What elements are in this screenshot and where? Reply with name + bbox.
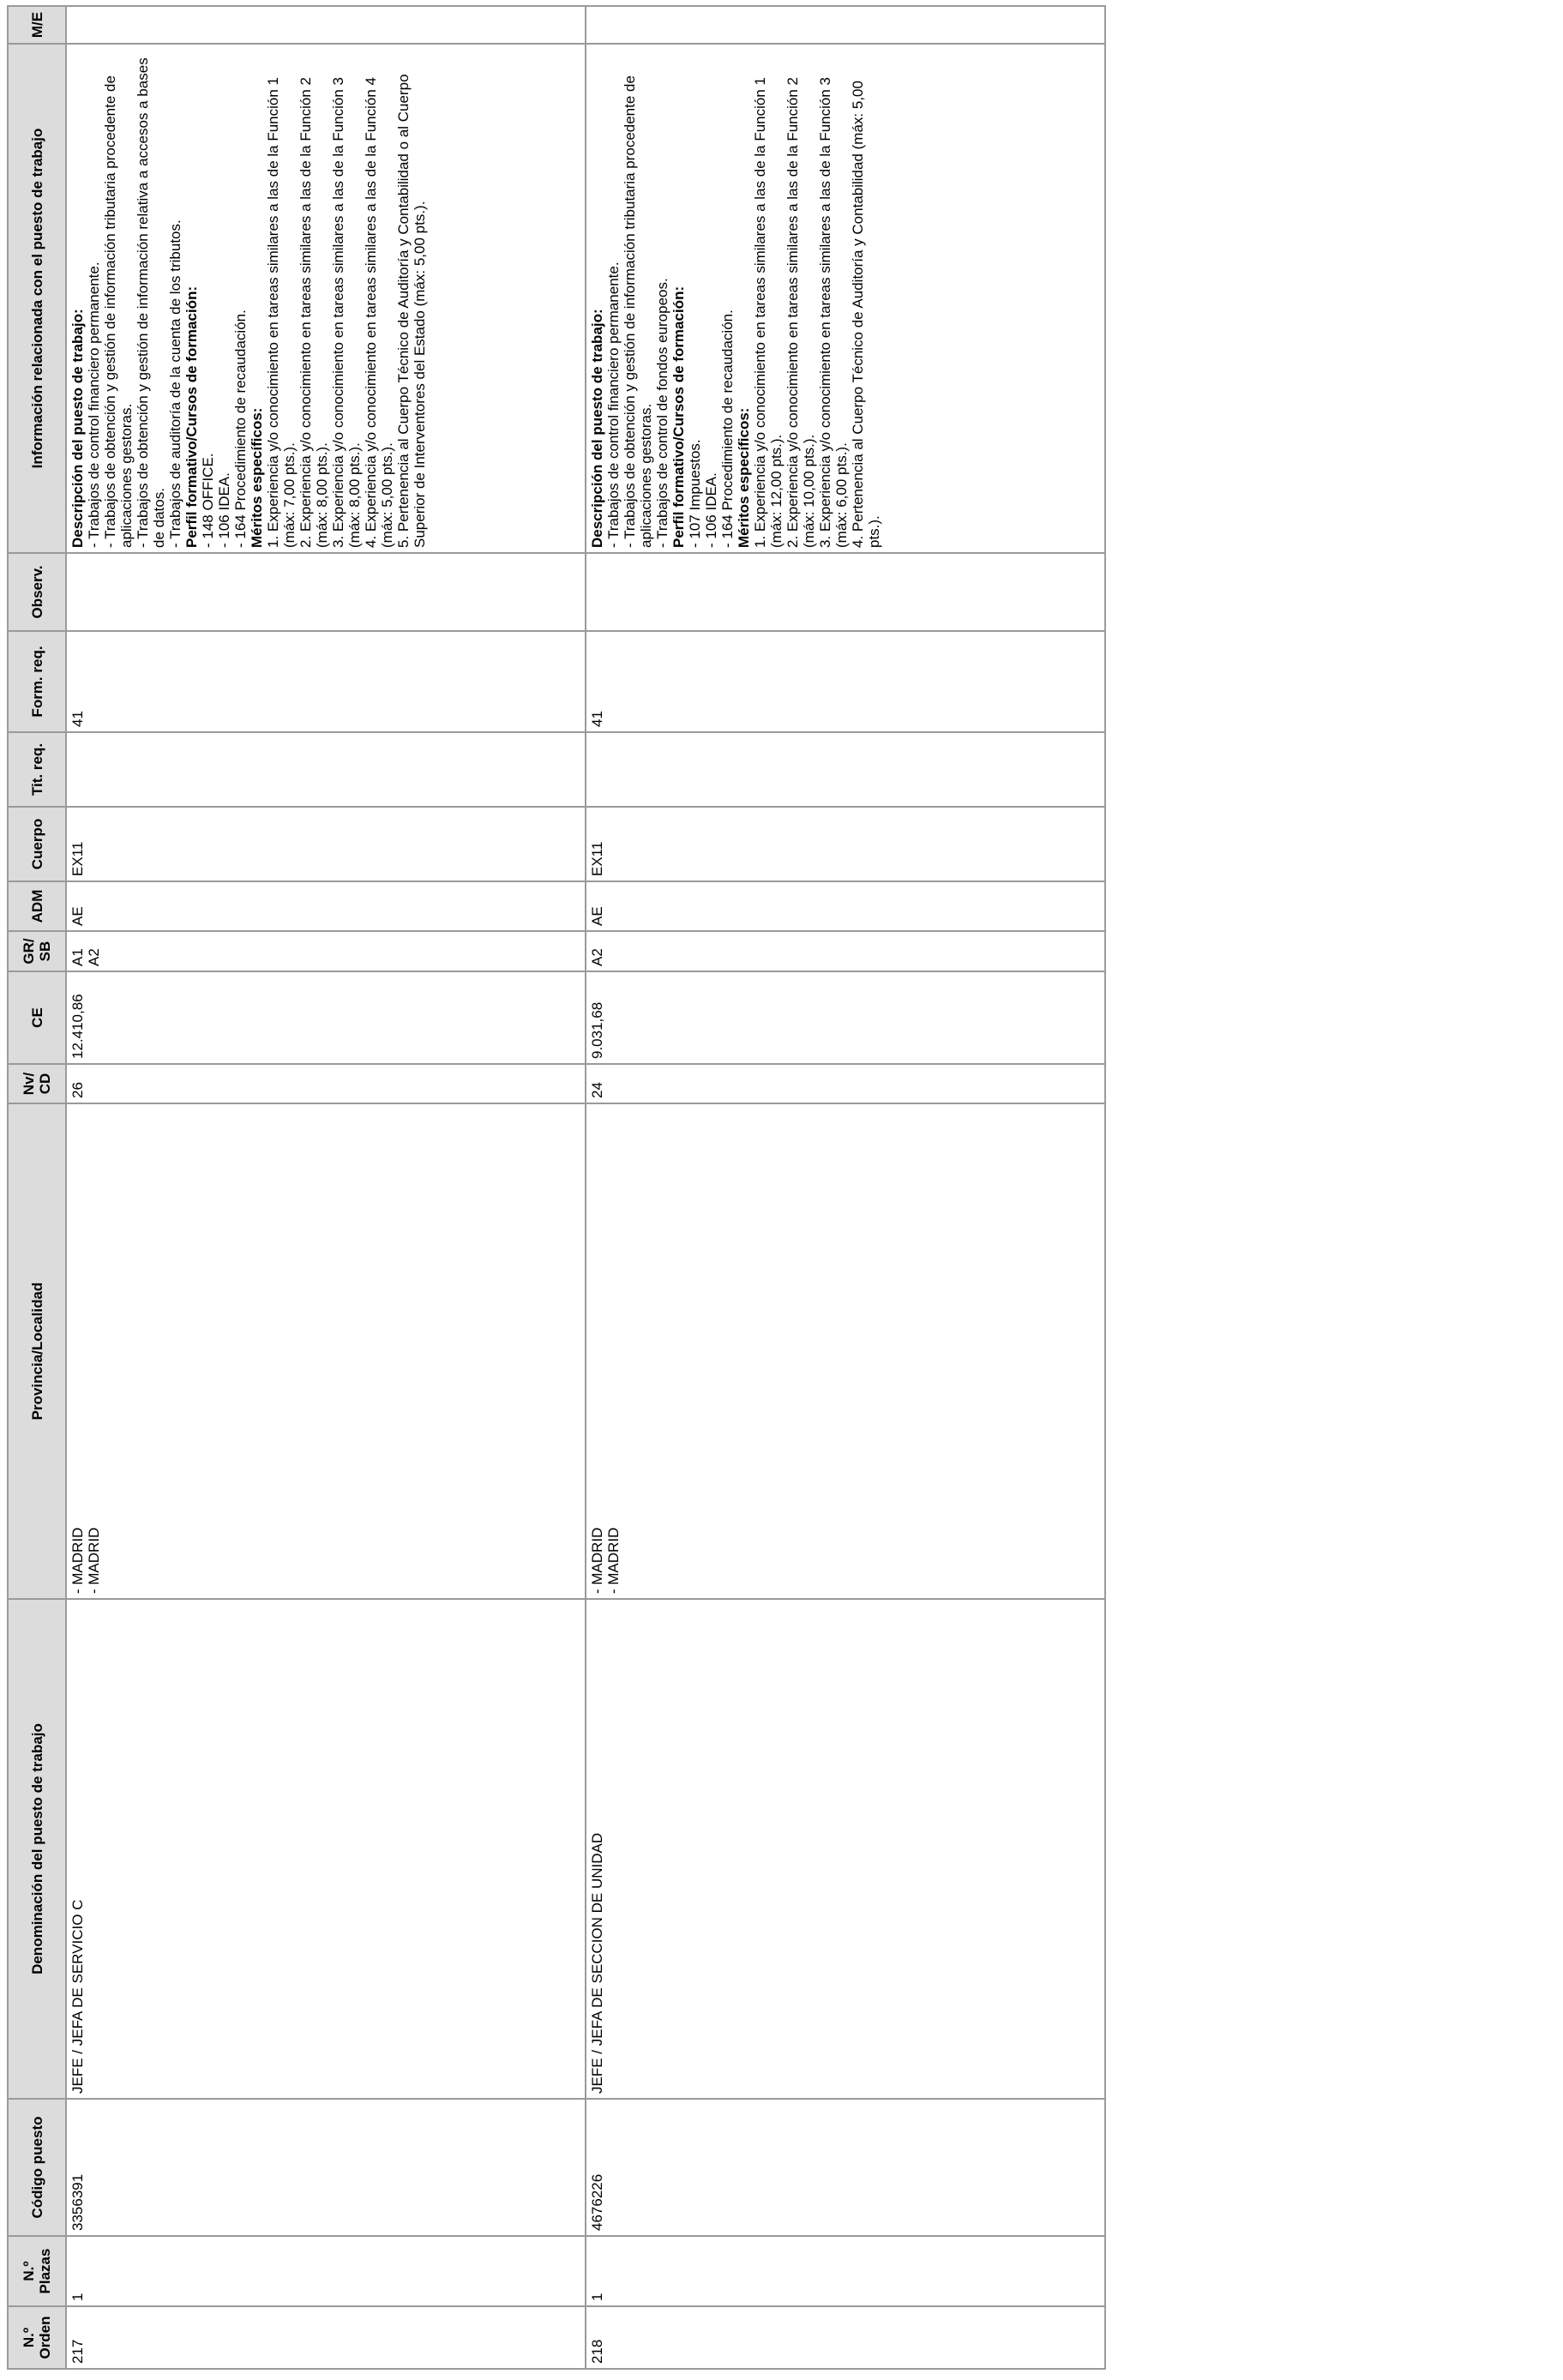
meritos-title: Méritos específicos: xyxy=(736,407,752,548)
desc-title: Descripción del puesto de trabajo: xyxy=(69,309,86,548)
desc-item: - Trabajos de obtención y gestión de información tributaria procedente de aplicaciones gestoras. xyxy=(622,75,654,548)
meritos-title: Méritos específicos: xyxy=(249,407,265,548)
merito-item: 2. Experiencia y/o conocimiento en tareas similares a las de la Función 2 (máx: 10,00 pts.). xyxy=(785,76,817,548)
perfil-title: Perfil formativo/Cursos de formación: xyxy=(183,285,200,548)
cell-ce: 12.410,86 xyxy=(66,971,586,1064)
header-grupo: GR/ SB xyxy=(8,931,66,971)
cell-observ xyxy=(66,553,586,631)
cell-me xyxy=(586,6,1105,44)
cell-provincia xyxy=(66,1103,586,1599)
provincia-line: - MADRID xyxy=(605,1527,622,1594)
header-codigo: Código puesto xyxy=(8,2099,66,2236)
perfil-item: - 148 OFFICE. xyxy=(200,453,216,548)
cell-grupo xyxy=(66,931,586,971)
cell-observ xyxy=(586,553,1105,631)
grupo-line: A1 xyxy=(69,948,86,966)
header-observ: Observ. xyxy=(8,553,66,631)
desc-item: - Trabajos de control de fondos europeos. xyxy=(654,278,670,548)
cell-codigo: 4676226 xyxy=(586,2099,1105,2236)
cell-provincia xyxy=(586,1103,1105,1599)
merito-item: 5. Pertenencia al Cuerpo Técnico de Auditoría y Contabilidad o al Cuerpo Superior de Interventores del Estado (máx: 5,00 pts.). xyxy=(395,74,428,548)
desc-item: - Trabajos de obtención y gestión de información relativa a accesos a bases de datos. xyxy=(135,57,167,548)
merito-item: 1. Experiencia y/o conocimiento en tareas similares a las de la Función 1 (máx: 7,00 pts.). xyxy=(265,76,298,548)
merito-item: 4. Pertenencia al Cuerpo Técnico de Auditoría y Contabilidad (máx: 5,00 pts.). xyxy=(850,81,882,548)
merito-item: 2. Experiencia y/o conocimiento en tareas similares a las de la Función 2 (máx: 8,00 pts.). xyxy=(298,76,330,548)
cell-nivel: 24 xyxy=(586,1064,1105,1103)
merito-item: 1. Experiencia y/o conocimiento en tareas similares a las de la Función 1 (máx: 12,00 pts.). xyxy=(752,76,785,548)
header-adm: ADM xyxy=(8,881,66,931)
cell-denominacion: JEFE / JEFA DE SECCION DE UNIDAD xyxy=(586,1599,1105,2099)
header-cuerpo: Cuerpo xyxy=(8,807,66,881)
grupo-line: A2 xyxy=(86,948,102,966)
perfil-item: - 164 Procedimiento de recaudación. xyxy=(232,310,249,548)
cell-cuerpo: EX11 xyxy=(586,807,1105,881)
header-formacion: Form. req. xyxy=(8,631,66,732)
header-ce: CE xyxy=(8,971,66,1064)
cell-formacion: 41 xyxy=(586,631,1105,732)
header-plazas: N.º Plazas xyxy=(8,2236,66,2306)
header-denominacion: Denominación del puesto de trabajo xyxy=(8,1599,66,2099)
cell-orden: 217 xyxy=(66,2306,586,2369)
perfil-item: - 164 Procedimiento de recaudación. xyxy=(719,310,736,548)
desc-item: - Trabajos de obtención y gestión de información tributaria procedente de aplicaciones gestoras. xyxy=(102,75,135,548)
perfil-item: - 107 Impuestos. xyxy=(687,439,703,548)
cell-titulacion xyxy=(586,732,1105,807)
cell-plazas: 1 xyxy=(586,2236,1105,2306)
merito-item: 3. Experiencia y/o conocimiento en tareas similares a las de la Función 3 (máx: 6,00 pts.). xyxy=(817,76,850,548)
provincia-line: - MADRID xyxy=(86,1527,102,1594)
provincia-line: - MADRID xyxy=(69,1527,86,1594)
merito-item: 4. Experiencia y/o conocimiento en tareas similares a las de la Función 4 (máx: 5,00 pts.). xyxy=(363,76,395,548)
cell-info xyxy=(66,44,586,553)
desc-item: - Trabajos de auditoría de la cuenta de los tributos. xyxy=(167,219,183,548)
desc-item: - Trabajos de control financiero permanente. xyxy=(86,261,102,548)
cell-cuerpo: EX11 xyxy=(66,807,586,881)
cell-info xyxy=(586,44,1105,553)
cell-me xyxy=(66,6,586,44)
header-orden: N.º Orden xyxy=(8,2306,66,2369)
header-info: Información relacionada con el puesto de trabajo xyxy=(8,44,66,553)
provincia-line: - MADRID xyxy=(589,1527,605,1594)
grupo-line: A2 xyxy=(589,948,605,966)
cell-denominacion: JEFE / JEFA DE SERVICIO C xyxy=(66,1599,586,2099)
cell-orden: 218 xyxy=(586,2306,1105,2369)
cell-formacion: 41 xyxy=(66,631,586,732)
cell-titulacion xyxy=(66,732,586,807)
cell-adm: AE xyxy=(586,881,1105,931)
header-titulacion: Tit. req. xyxy=(8,732,66,807)
header-nivel: Nv/ CD xyxy=(8,1064,66,1103)
merito-item: 3. Experiencia y/o conocimiento en tareas similares a las de la Función 3 (máx: 8,00 pts.). xyxy=(330,76,363,548)
desc-title: Descripción del puesto de trabajo: xyxy=(589,309,605,548)
positions-table xyxy=(7,5,1106,2370)
table-row xyxy=(66,6,586,2369)
header-provincia: Provincia/Localidad xyxy=(8,1103,66,1599)
table-row xyxy=(586,6,1105,2369)
header-me: M/E xyxy=(8,6,66,44)
perfil-title: Perfil formativo/Cursos de formación: xyxy=(670,285,687,548)
perfil-item: - 106 IDEA. xyxy=(216,472,232,548)
perfil-item: - 106 IDEA. xyxy=(703,472,719,548)
cell-plazas: 1 xyxy=(66,2236,586,2306)
cell-nivel: 26 xyxy=(66,1064,586,1103)
header-row xyxy=(8,6,66,2369)
cell-codigo: 3356391 xyxy=(66,2099,586,2236)
desc-item: - Trabajos de control financiero permanente. xyxy=(605,261,622,548)
cell-grupo xyxy=(586,931,1105,971)
cell-adm: AE xyxy=(66,881,586,931)
cell-ce: 9.031,68 xyxy=(586,971,1105,1064)
